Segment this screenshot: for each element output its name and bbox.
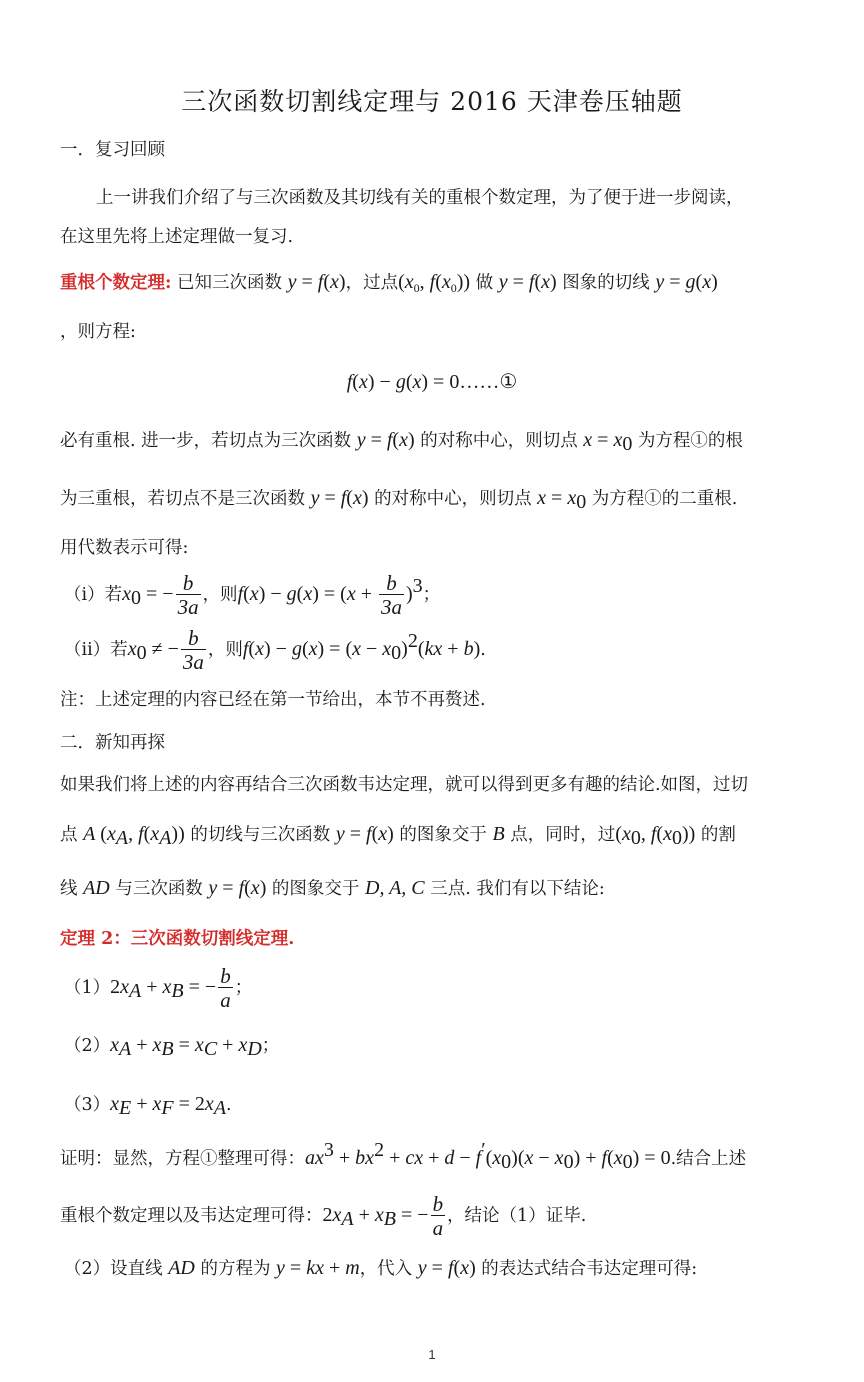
math-y-eq-fx: y [287, 271, 297, 293]
conclusion-3: $(3)x_E + x_F = 2x_A$. [64, 1093, 232, 1119]
page-title: 三次函数切割线定理与 2016 天津卷压轴题 [181, 87, 683, 116]
section2-line-3: 线 AD 与三次函数 y = f(x) 的图象交于 D, A, C 三点. 我们有以下结论: [60, 877, 605, 899]
case-i: （i）若$x_0$ = − $\frac{b}{3a}$ ，则f(x) − g(x) = (x + $\frac{b}{3a}$ )$^3$； [64, 571, 441, 619]
math-tangent-point: ($x_0$, $f(x_0)$) [398, 271, 471, 295]
fraction-b-over-3a: $\frac{b}{3a}$ [177, 571, 199, 619]
page-number: 1 [428, 1347, 436, 1362]
note: 注：上述定理的内容已经在第一节给出，本节不再赘述. [60, 690, 486, 710]
equation-1: f(x) − g(x) = 0……① [346, 371, 518, 393]
section-heading-review: 一．复习回顾 [60, 140, 165, 160]
theorem-label: 重根个数定理: [60, 273, 172, 293]
intro-paragraph-line-2: 在这里先将上述定理做一复习. [60, 227, 294, 247]
case-ii: （ii）若$x_0$ ≠ − $\frac{b}{3a}$ ，则$f(x) - g(x) = (x - x_0)^2(kx + b)$. [64, 626, 486, 674]
section2-line-2: 点 A ($x_A$, $f(x_A)$) 的切线与三次函数 y = f(x) 的图象交于 B 点，同时，过($x_0$, $f(x_0)$) 的割 [60, 823, 736, 849]
theorem-statement: 重根个数定理: 已知三次函数 y = f(x)，过点($x_0$, $f(x_0)$) 做 y = f(x) 图象的切线 y = g(x) [60, 271, 718, 295]
paragraph-triple-root: 必有重根. 进一步，若切点为三次函数 y = f(x) 的对称中心，则切点 $x = x_0$ 为方程①的根 [60, 429, 743, 455]
proof-line-3: （2）设直线 AD 的方程为 y = kx + m，代入 y = f(x) 的表达式结合韦达定理可得: [64, 1257, 698, 1279]
theorem2-label: 定理 2：三次函数切割线定理. [60, 929, 295, 949]
proof-line-2: 重根个数定理以及韦达定理可得：$2x_A + x_B$ = − $\frac{b}{a}$ ，结论（1）证毕. [60, 1192, 587, 1240]
conclusion-2: $(2)x_A + x_B = x_C + x_D$； [64, 1034, 280, 1060]
algebra-intro: 用代数表示可得: [60, 538, 189, 558]
section-heading-new-knowledge: 二．新知再探 [60, 733, 165, 753]
section2-line-1: 如果我们将上述的内容再结合三次函数韦达定理，就可以得到更多有趣的结论.如图，过切 [60, 775, 749, 795]
paragraph-double-root: 为三重根，若切点不是三次函数 y = f(x) 的对称中心，则切点 $x = x_0$ 为方程①的二重根. [60, 487, 738, 513]
theorem-continuation: ，则方程: [60, 322, 136, 342]
intro-paragraph-line-1: 上一讲我们介绍了与三次函数及其切线有关的重根个数定理，为了便于进一步阅读， [96, 188, 744, 208]
proof-line-1: 证明：显然，方程①整理可得：$ax^3 + bx^2$ + cx + $d - f'(x_0)(x - x_0) + f(x_0) = 0$.结合上述 [60, 1139, 747, 1173]
conclusion-1: $(1)2x_A + x_B$ = − $\frac{b}{a}$ ； [64, 964, 253, 1012]
